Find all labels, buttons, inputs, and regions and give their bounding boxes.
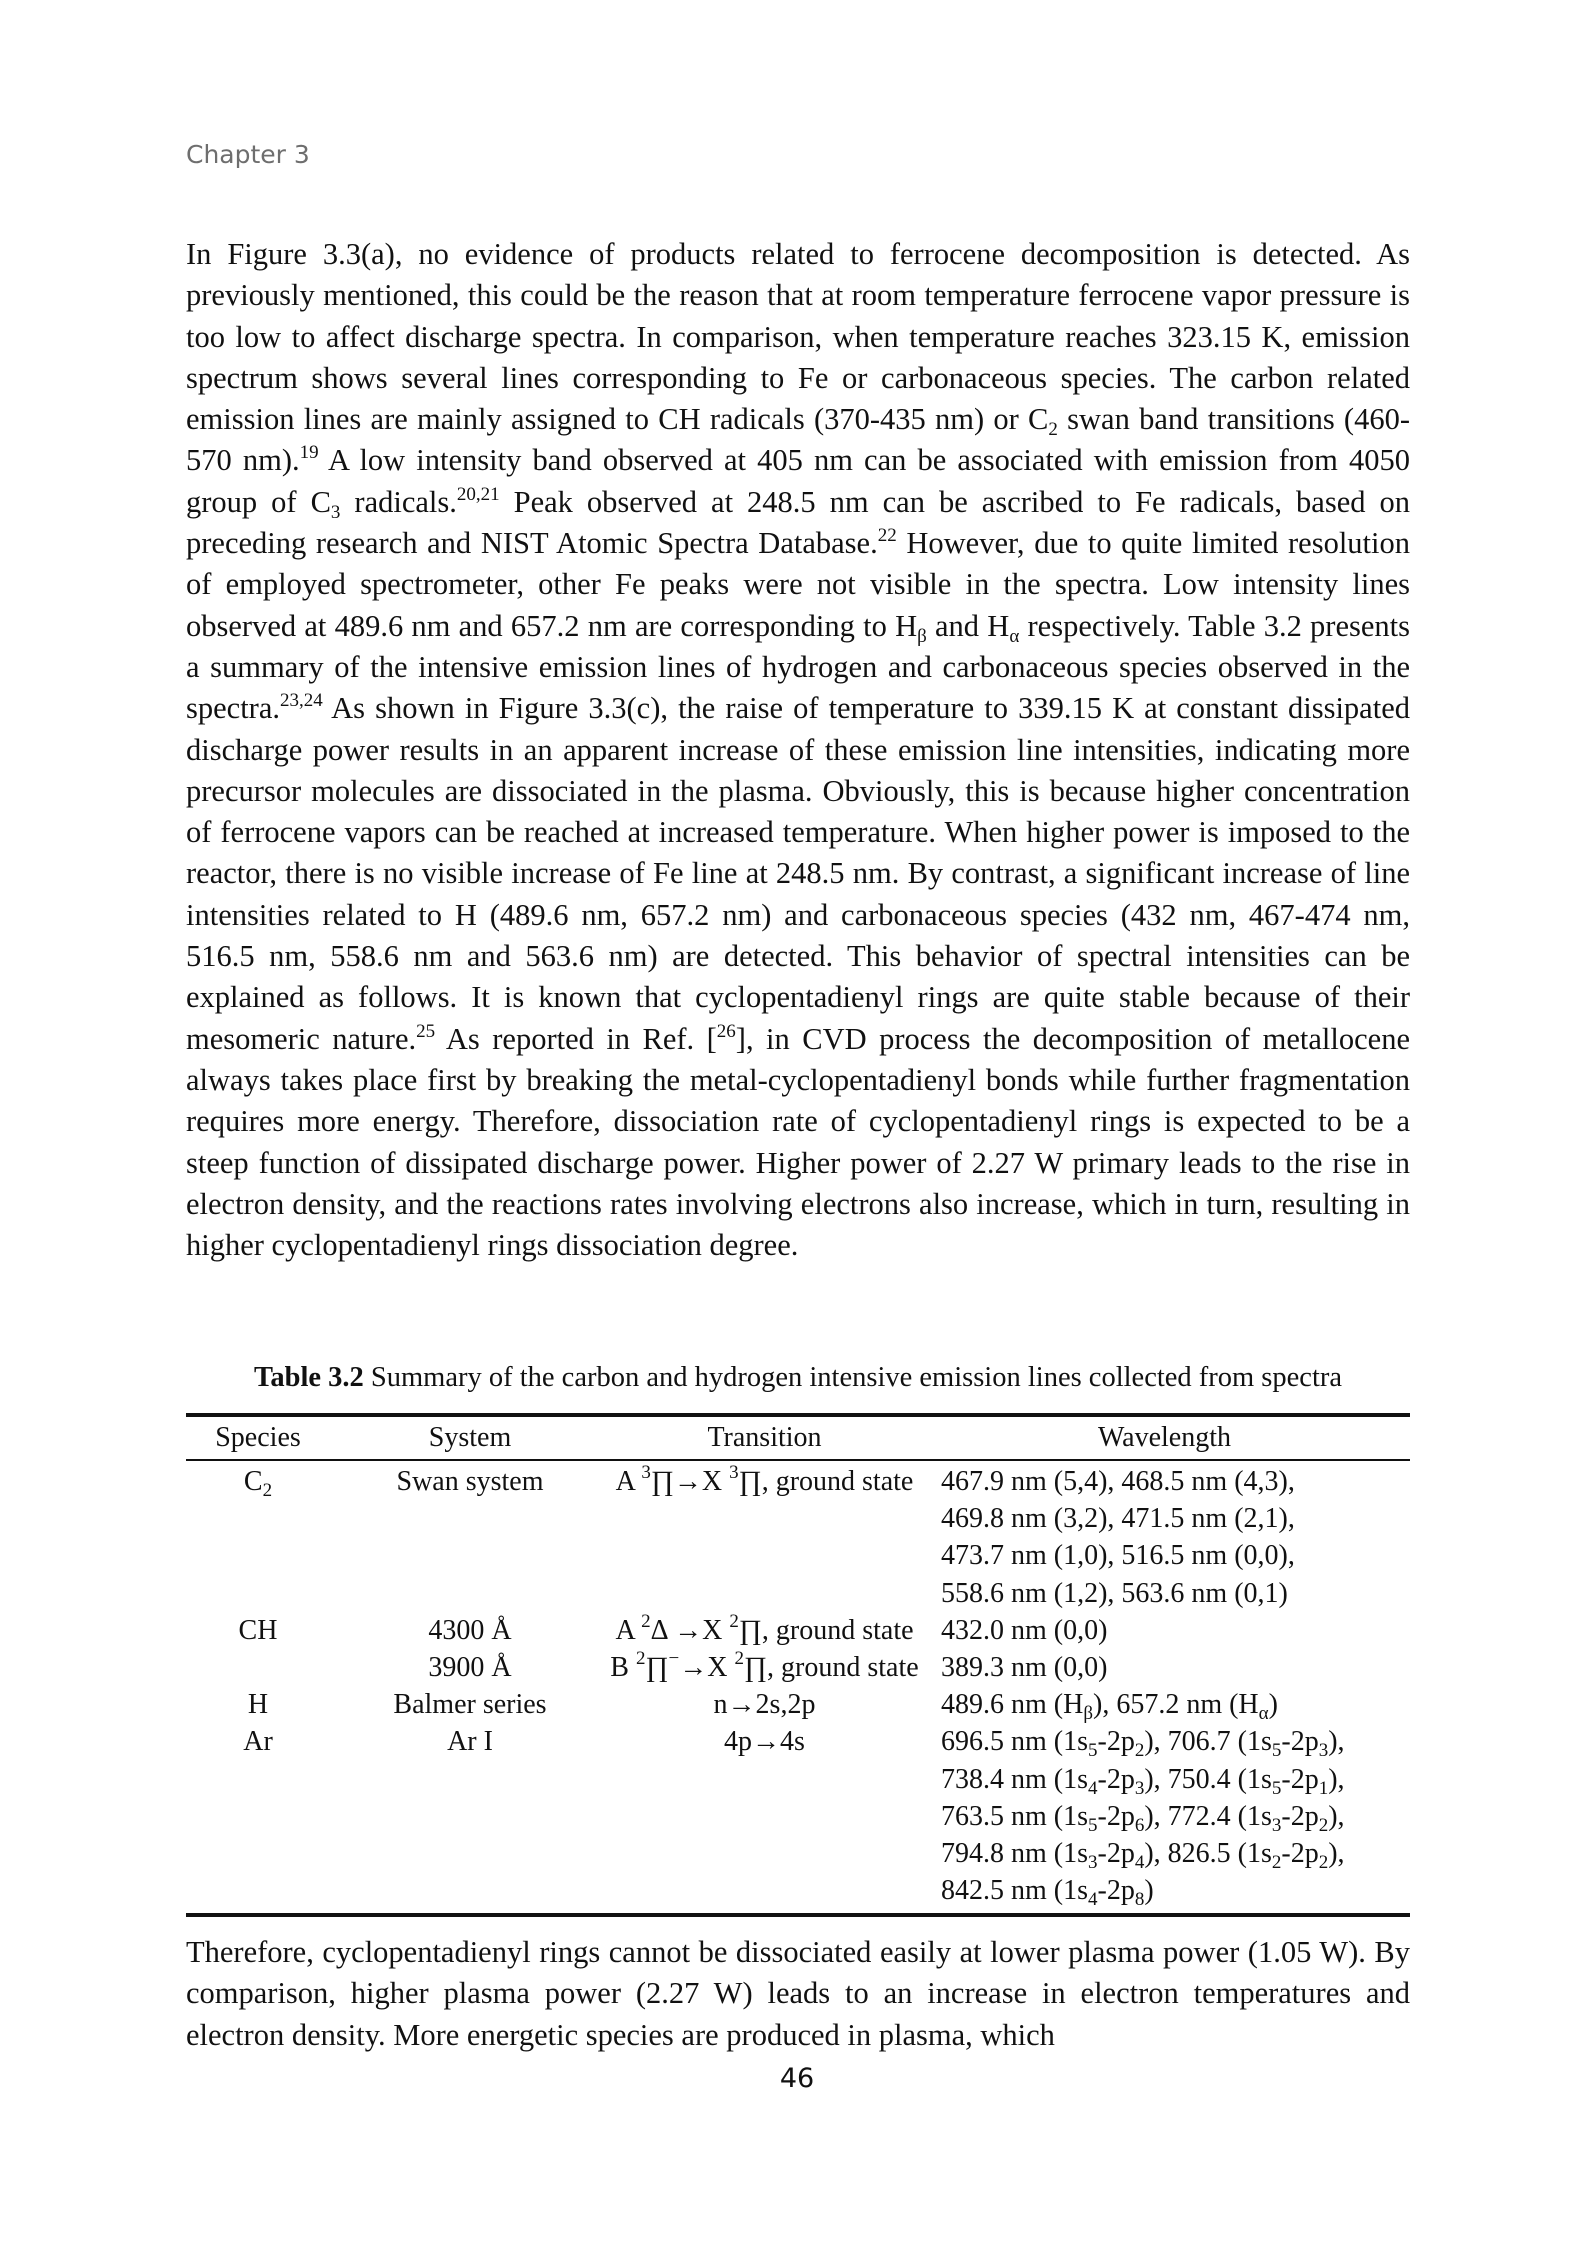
cell-species: H: [247, 1689, 269, 1721]
table-header-row: [186, 1415, 1410, 1460]
subscript: 8: [1134, 1889, 1145, 1911]
table-row: [186, 1460, 1410, 1612]
superscript: −: [668, 1648, 680, 1670]
superscript: 26: [716, 1020, 736, 1042]
cell-species: CH: [238, 1614, 278, 1646]
table-body: [186, 1460, 1410, 1915]
cell-transition: [610, 1460, 919, 1612]
superscript: 2: [635, 1648, 646, 1670]
subscript: 3: [1318, 1740, 1329, 1762]
subscript: 1: [1318, 1777, 1329, 1799]
subscript: α: [1258, 1703, 1269, 1725]
cell-system: [330, 1686, 610, 1723]
subscript: 3: [1134, 1777, 1145, 1799]
cell-line: 3900 Å: [428, 1652, 512, 1684]
cell-wavelength: [919, 1723, 1410, 1915]
cell-system: [330, 1460, 610, 1612]
superscript: 20,21: [456, 483, 500, 505]
subscript: 4: [1088, 1889, 1098, 1911]
cell-line: n→2s,2p: [713, 1689, 816, 1721]
header-system: System: [330, 1415, 610, 1460]
cell-line: 469.8 nm (3,2), 471.5 nm (2,1),: [941, 1503, 1295, 1535]
cell-line: 842.5 nm $(1s_4-2p_8)$: [941, 1875, 1154, 1911]
cell-line: 432.0 nm (0,0): [941, 1614, 1108, 1646]
table-caption-text: Summary of the carbon and hydrogen intensive emission lines collected from spectra: [363, 1362, 1343, 1393]
subscript: 3: [330, 501, 341, 523]
superscript: 23,24: [280, 690, 323, 712]
cell-line: Swan system: [396, 1466, 544, 1497]
cell-line: 763.5 nm $(1s_5-2p_6)$, 772.4 $(1s_3-2p_2)$,: [941, 1800, 1345, 1836]
cell-wavelength: [919, 1612, 1410, 1686]
subscript: 4: [1134, 1852, 1145, 1874]
cell-line: A $^3$∏→X $^3$∏, ground state: [615, 1462, 914, 1497]
cell-line: A $^2$Δ →X $^2$∏, ground state: [615, 1610, 914, 1646]
cell-wavelength: [919, 1686, 1410, 1723]
superscript: 25: [416, 1020, 436, 1042]
table-row: [186, 1686, 1410, 1723]
subscript: 2: [262, 1480, 273, 1501]
subscript: 4: [1088, 1777, 1098, 1799]
subscript: 5: [1088, 1814, 1098, 1836]
subscript: 2: [1134, 1740, 1145, 1762]
subscript: β: [917, 625, 927, 647]
subscript: 2: [1318, 1852, 1329, 1874]
cell-line: 696.5 nm $(1s_5-2p_2)$, 706.7 $(1s_5-2p_3)$,: [941, 1726, 1345, 1762]
cell-system: [330, 1612, 610, 1686]
superscript: 2: [729, 1610, 739, 1632]
cell-line: 558.6 nm (1,2), 563.6 nm (0,1): [941, 1577, 1288, 1609]
page-number: 46: [779, 2063, 815, 2094]
subscript: 2: [1048, 419, 1058, 441]
cell-line: Ar I: [447, 1726, 493, 1758]
cell-transition: [610, 1686, 919, 1723]
cell-line: B $^2$∏−→X $^2$∏, ground state: [610, 1648, 919, 1684]
running-head: Chapter 3: [186, 140, 310, 169]
header-transition: Transition: [610, 1415, 919, 1460]
subscript: 5: [1088, 1740, 1098, 1762]
superscript: 3: [641, 1462, 651, 1483]
subscript: 2: [1318, 1814, 1329, 1836]
subscript: β: [1083, 1703, 1093, 1725]
superscript: 3: [729, 1462, 739, 1483]
subscript: 3: [1088, 1852, 1098, 1874]
cell-line: 473.7 nm (1,0), 516.5 nm (0,0),: [941, 1540, 1295, 1572]
subscript: 3: [1271, 1814, 1282, 1836]
subscript: 5: [1271, 1740, 1282, 1762]
cell-system: [330, 1723, 610, 1915]
cell-wavelength: [919, 1460, 1410, 1612]
table-caption-label: Table 3.2: [253, 1362, 364, 1393]
cell-line: Balmer series: [393, 1689, 547, 1721]
cell-line: 489.6 nm $(H_\beta)$, 657.2 nm $(H_\alpha)$: [941, 1689, 1278, 1725]
subscript: 2: [1271, 1852, 1282, 1874]
cell-line: 4p→4s: [724, 1726, 805, 1758]
cell-line: 467.9 nm (5,4), 468.5 nm (4,3),: [941, 1466, 1295, 1497]
body-paragraph-1: In Figure 3.3(a), no evidence of products related to ferrocene decomposition is detected. As previously mentioned, this could be the reason that at room temperature ferrocene vapor pressure is too low to affect discharge spectra. In comparison, when temperature reaches 323.15 K, emission spectrum shows several lines corresponding to Fe or carbonaceous species. The carbon related emission lines are mainly assigned to CH radicals (370-435 nm) or $C_2$ swan band transitions (460-570 nm).$^{19}$ A low intensity band observed at 405 nm can be associated with emission from 4050 group of $C_3$ radicals.$^{20,21}$ Peak observed at 248.5 nm can be ascribed to Fe radicals, based on preceding research and NIST Atomic Spectra Database.$^{22}$ However, due to quite limited resolution of employed spectrometer, other Fe peaks were not visible in the spectra. Low intensity lines observed at 489.6 nm and 657.2 nm are corresponding to $H_\beta$ and $H_\alpha$ respectively. Table 3.2 presents a summary of the intensive emission lines of hydrogen and carbonaceous species observed in the spectra.$^{23,24}$ As shown in Figure 3.3(c), the raise of temperature to 339.15 K at constant dissipated discharge power results in an apparent increase of these emission line intensities, indicating more precursor molecules are dissociated in the plasma. Obviously, this is because higher concentration of ferrocene vapors can be reached at increased temperature. When higher power is imposed to the reactor, there is no visible increase of Fe line at 248.5 nm. By contrast, a significant increase of line intensities related to H (489.6 nm, 657.2 nm) and carbonaceous species (432 nm, 467-474 nm, 516.5 nm, 558.6 nm and 563.6 nm) are detected. This behavior of spectral intensities can be explained as follows. It is known that cyclopentadienyl rings are quite stable because of their mesomeric nature.$^{25}$ As reported in Ref. [$^{26}$], in CVD process the decomposition of metallocene always takes place first by breaking the metal-cyclopentadienyl bonds while further fragmentation requires more energy. Therefore, dissociation rate of cyclopentadienyl rings is expected to be a steep function of dissipated discharge power. Higher power of 2.27 W primary leads to the rise in electron density, and the reactions rates involving electrons also increase, which in turn, resulting in higher cyclopentadienyl rings dissociation degree.: [186, 237, 1411, 1263]
cell-species: $C_2$: [243, 1466, 273, 1501]
cell-line: 389.3 nm (0,0): [941, 1652, 1108, 1684]
emission-lines-table: [186, 1413, 1410, 1917]
header-wavelength: Wavelength: [919, 1415, 1410, 1460]
subscript: α: [1009, 625, 1020, 647]
body-paragraph-2: Therefore, cyclopentadienyl rings cannot be dissociated easily at lower plasma power (1.05 W). By comparison, higher plasma power (2.27 W) leads to an increase in electron temperatures and electron density. More energetic species are produced in plasma, which: [186, 1935, 1410, 2052]
superscript: 2: [641, 1610, 651, 1632]
cell-line: 794.8 nm $(1s_3-2p_4)$, 826.5 $(1s_2-2p_2)$,: [941, 1838, 1345, 1874]
cell-line: 4300 Å: [428, 1614, 512, 1646]
superscript: 22: [877, 525, 897, 547]
superscript: 2: [734, 1648, 744, 1670]
subscript: 6: [1134, 1814, 1145, 1836]
table-row: [186, 1723, 1410, 1915]
table-row: [186, 1612, 1410, 1686]
superscript: 19: [299, 442, 319, 464]
cell-species: Ar: [243, 1726, 273, 1758]
cell-line: 738.4 nm $(1s_4-2p_3)$, 750.4 $(1s_5-2p_1)$,: [941, 1763, 1345, 1799]
table-caption: [186, 1362, 1410, 1394]
header-species: Species: [186, 1415, 330, 1460]
cell-transition: [610, 1723, 919, 1915]
cell-transition: [610, 1612, 919, 1686]
subscript: 5: [1271, 1777, 1282, 1799]
